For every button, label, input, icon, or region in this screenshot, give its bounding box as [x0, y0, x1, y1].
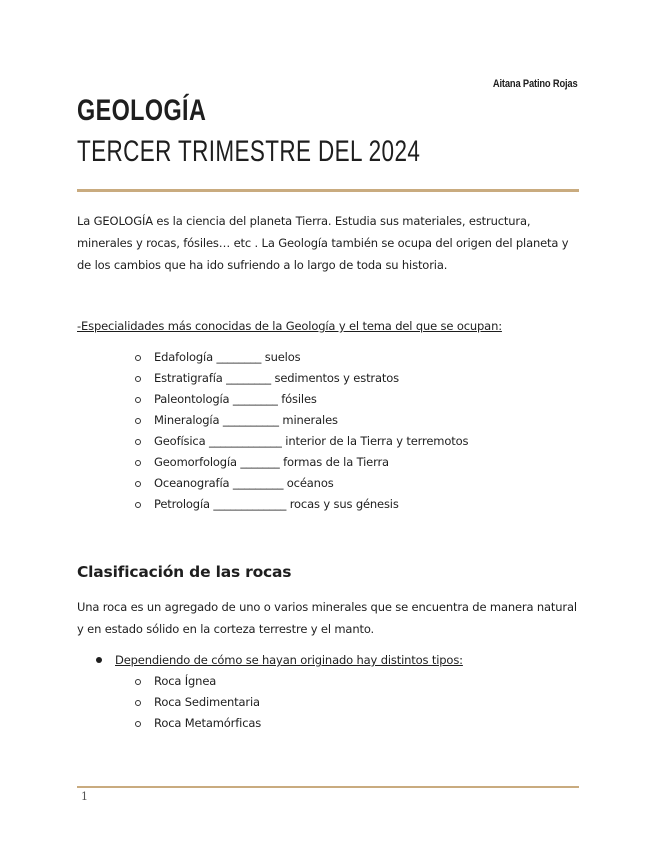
specialties-heading: -Especialidades más conocidas de la Geología y el tema del que se ocupan:: [77, 319, 502, 333]
circle-bullet-icon: [135, 721, 141, 727]
circle-bullet-icon: [135, 418, 141, 424]
circle-bullet-icon: [135, 376, 141, 382]
author-name: Aitana Patino Rojas: [492, 78, 577, 90]
list-item: [135, 347, 468, 368]
circle-bullet-icon: [135, 679, 141, 685]
list-item-text: Paleontología ________ fósiles: [154, 392, 317, 406]
list-item: [135, 494, 468, 515]
intro-paragraph: La GEOLOGÍA es la ciencia del planeta Tierra. Estudia sus materiales, estructura, minerales y rocas, fósiles… etc . La Geología también se ocupa del origen del planeta y de los cambios que ha ido sufriendo a lo largo de toda su historia.: [77, 214, 569, 272]
list-item: [135, 671, 261, 692]
list-item-text: Geofísica _____________ interior de la Tierra y terremotos: [154, 434, 469, 448]
circle-bullet-icon: [135, 439, 141, 445]
list-item: [135, 410, 468, 431]
document-subtitle: TERCER TRIMESTRE DEL 2024: [77, 135, 421, 168]
circle-bullet-icon: [135, 355, 141, 361]
list-item-text: Edafología ________ suelos: [154, 350, 301, 364]
list-item: [135, 452, 468, 473]
specialties-list: [135, 347, 468, 515]
list-item: [135, 713, 261, 734]
list-item-text: Mineralogía __________ minerales: [154, 413, 338, 427]
list-item-text: Petrología _____________ rocas y sus génesis: [154, 497, 399, 511]
list-item: [135, 473, 468, 494]
header-divider: [77, 189, 579, 192]
list-item: [135, 368, 468, 389]
list-item-text: Estratigrafía ________ sedimentos y estratos: [154, 371, 399, 385]
list-item-text: Roca Sedimentaria: [154, 695, 260, 709]
circle-bullet-icon: [135, 502, 141, 508]
list-item-text: Geomorfología _______ formas de la Tierra: [154, 455, 389, 469]
circle-bullet-icon: [135, 700, 141, 706]
rock-types-list: [135, 671, 261, 734]
document-title: GEOLOGÍA: [77, 94, 207, 127]
list-item: [135, 389, 468, 410]
rocks-definition: Una roca es un agregado de uno o varios minerales que se encuentra de manera natural y en estado sólido en la corteza terrestre y el manto.: [77, 600, 577, 636]
circle-bullet-icon: [135, 397, 141, 403]
rocks-section-title: Clasificación de las rocas: [77, 563, 292, 581]
list-item-text: Roca Metamórficas: [154, 716, 262, 730]
circle-bullet-icon: [135, 481, 141, 487]
footer-divider: [77, 786, 579, 788]
list-item-text: Roca Ígnea: [154, 674, 217, 688]
page-number: 1: [81, 790, 88, 803]
list-item-text: Oceanografía _________ océanos: [154, 476, 334, 490]
rock-types-heading: [96, 650, 463, 670]
rock-types-heading-text: Dependiendo de cómo se hayan originado hay distintos tipos:: [115, 653, 463, 667]
list-item: [135, 431, 468, 452]
circle-bullet-icon: [135, 460, 141, 466]
list-item: [135, 692, 261, 713]
disc-bullet-icon: [96, 657, 102, 663]
